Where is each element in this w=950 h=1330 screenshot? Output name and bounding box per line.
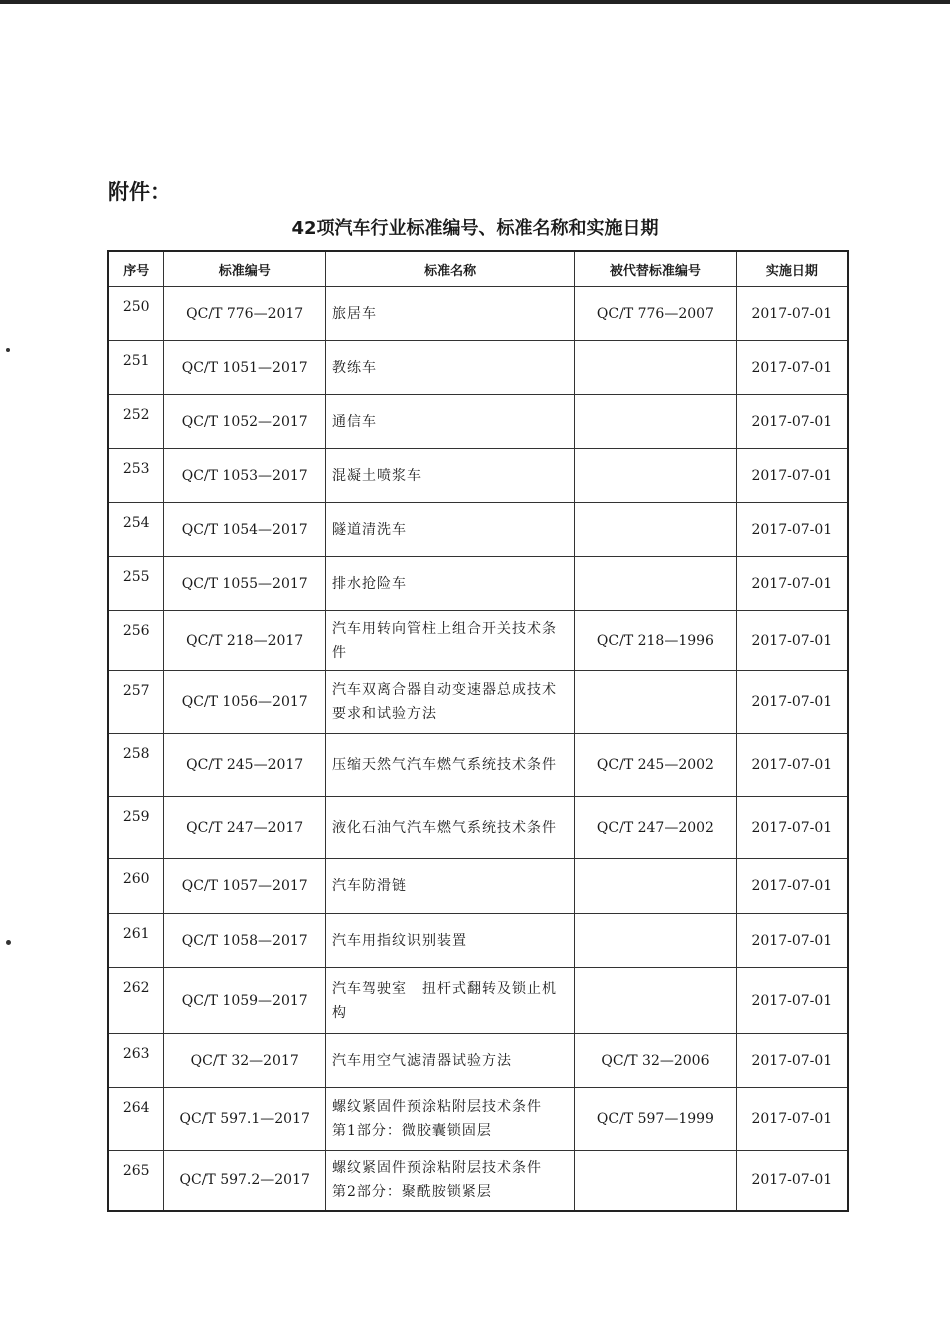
table-row (108, 734, 848, 797)
replaced-code: QC/T 218—1996 (575, 611, 737, 671)
table-row (108, 914, 848, 968)
effective-date: 2017-07-01 (736, 287, 848, 341)
standard-code: QC/T 597.1—2017 (164, 1088, 326, 1151)
effective-date: 2017-07-01 (736, 1088, 848, 1151)
effective-date: 2017-07-01 (736, 449, 848, 503)
standard-code: QC/T 1051—2017 (164, 341, 326, 395)
table-row (108, 287, 848, 341)
standard-code: QC/T 1056—2017 (164, 671, 326, 734)
replaced-code (575, 859, 737, 914)
row-number: 260 (108, 859, 164, 914)
row-number: 261 (108, 914, 164, 968)
document-title: 42项汽车行业标准编号、标准名称和实施日期 (291, 218, 659, 239)
effective-date: 2017-07-01 (736, 734, 848, 797)
standard-name: 混凝土喷浆车 (325, 449, 574, 503)
row-number: 255 (108, 557, 164, 611)
standard-name: 螺纹紧固件预涂粘附层技术条件 第2部分：聚酰胺锁紧层 (325, 1151, 574, 1211)
standard-code: QC/T 597.2—2017 (164, 1151, 326, 1211)
standard-name: 汽车用空气滤清器试验方法 (325, 1034, 574, 1088)
replaced-code: QC/T 776—2007 (575, 287, 737, 341)
standard-name: 排水抢险车 (325, 557, 574, 611)
standard-code: QC/T 1054—2017 (164, 503, 326, 557)
row-number: 253 (108, 449, 164, 503)
standard-name: 隧道清洗车 (325, 503, 574, 557)
row-number: 263 (108, 1034, 164, 1088)
replaced-code (575, 449, 737, 503)
scan-speck (6, 348, 10, 352)
table-row (108, 449, 848, 503)
standard-name: 旅居车 (325, 287, 574, 341)
effective-date: 2017-07-01 (736, 341, 848, 395)
standard-code: QC/T 218—2017 (164, 611, 326, 671)
effective-date: 2017-07-01 (736, 1151, 848, 1211)
standard-name: 汽车用指纹识别装置 (325, 914, 574, 968)
replaced-code (575, 341, 737, 395)
effective-date: 2017-07-01 (736, 611, 848, 671)
scan-edge (0, 0, 950, 4)
header-name: 标准名称 (325, 251, 574, 287)
standard-code: QC/T 776—2017 (164, 287, 326, 341)
effective-date: 2017-07-01 (736, 503, 848, 557)
scan-speck (6, 940, 11, 945)
effective-date: 2017-07-01 (736, 671, 848, 734)
header-replaced: 被代替标准编号 (575, 251, 737, 287)
table-row (108, 671, 848, 734)
standard-code: QC/T 245—2017 (164, 734, 326, 797)
row-number: 252 (108, 395, 164, 449)
header-code: 标准编号 (164, 251, 326, 287)
replaced-code (575, 671, 737, 734)
table-row (108, 611, 848, 671)
effective-date: 2017-07-01 (736, 914, 848, 968)
row-number: 251 (108, 341, 164, 395)
standard-name: 通信车 (325, 395, 574, 449)
replaced-code (575, 914, 737, 968)
row-number: 264 (108, 1088, 164, 1151)
standard-code: QC/T 1059—2017 (164, 968, 326, 1034)
standard-code: QC/T 1057—2017 (164, 859, 326, 914)
table-row (108, 859, 848, 914)
standard-name: 教练车 (325, 341, 574, 395)
effective-date: 2017-07-01 (736, 797, 848, 859)
standards-table (107, 250, 849, 1212)
row-number: 265 (108, 1151, 164, 1211)
row-number: 256 (108, 611, 164, 671)
replaced-code: QC/T 247—2002 (575, 797, 737, 859)
table-row (108, 557, 848, 611)
row-number: 258 (108, 734, 164, 797)
table-row (108, 797, 848, 859)
effective-date: 2017-07-01 (736, 968, 848, 1034)
standard-name: 液化石油气汽车燃气系统技术条件 (325, 797, 574, 859)
header-date: 实施日期 (736, 251, 848, 287)
table-row (108, 503, 848, 557)
standard-code: QC/T 1058—2017 (164, 914, 326, 968)
table-header-row (108, 251, 848, 287)
table-row (108, 395, 848, 449)
standard-name: 压缩天然气汽车燃气系统技术条件 (325, 734, 574, 797)
standard-name: 汽车双离合器自动变速器总成技术要求和试验方法 (325, 671, 574, 734)
effective-date: 2017-07-01 (736, 557, 848, 611)
replaced-code: QC/T 245—2002 (575, 734, 737, 797)
standard-code: QC/T 32—2017 (164, 1034, 326, 1088)
effective-date: 2017-07-01 (736, 859, 848, 914)
table-row (108, 968, 848, 1034)
effective-date: 2017-07-01 (736, 395, 848, 449)
standard-code: QC/T 1052—2017 (164, 395, 326, 449)
replaced-code (575, 395, 737, 449)
replaced-code: QC/T 32—2006 (575, 1034, 737, 1088)
effective-date: 2017-07-01 (736, 1034, 848, 1088)
replaced-code (575, 503, 737, 557)
standard-name: 汽车用转向管柱上组合开关技术条件 (325, 611, 574, 671)
replaced-code: QC/T 597—1999 (575, 1088, 737, 1151)
row-number: 257 (108, 671, 164, 734)
standard-name: 螺纹紧固件预涂粘附层技术条件 第1部分：微胶囊锁固层 (325, 1088, 574, 1151)
attachment-label: 附件： (108, 180, 171, 204)
table-row (108, 1151, 848, 1211)
standard-name: 汽车防滑链 (325, 859, 574, 914)
standard-code: QC/T 247—2017 (164, 797, 326, 859)
standard-code: QC/T 1053—2017 (164, 449, 326, 503)
row-number: 254 (108, 503, 164, 557)
standard-name: 汽车驾驶室 扭杆式翻转及锁止机构 (325, 968, 574, 1034)
row-number: 259 (108, 797, 164, 859)
standard-code: QC/T 1055—2017 (164, 557, 326, 611)
header-no: 序号 (108, 251, 164, 287)
replaced-code (575, 1151, 737, 1211)
row-number: 262 (108, 968, 164, 1034)
table-row (108, 1088, 848, 1151)
table-row (108, 341, 848, 395)
replaced-code (575, 968, 737, 1034)
replaced-code (575, 557, 737, 611)
table-row (108, 1034, 848, 1088)
row-number: 250 (108, 287, 164, 341)
